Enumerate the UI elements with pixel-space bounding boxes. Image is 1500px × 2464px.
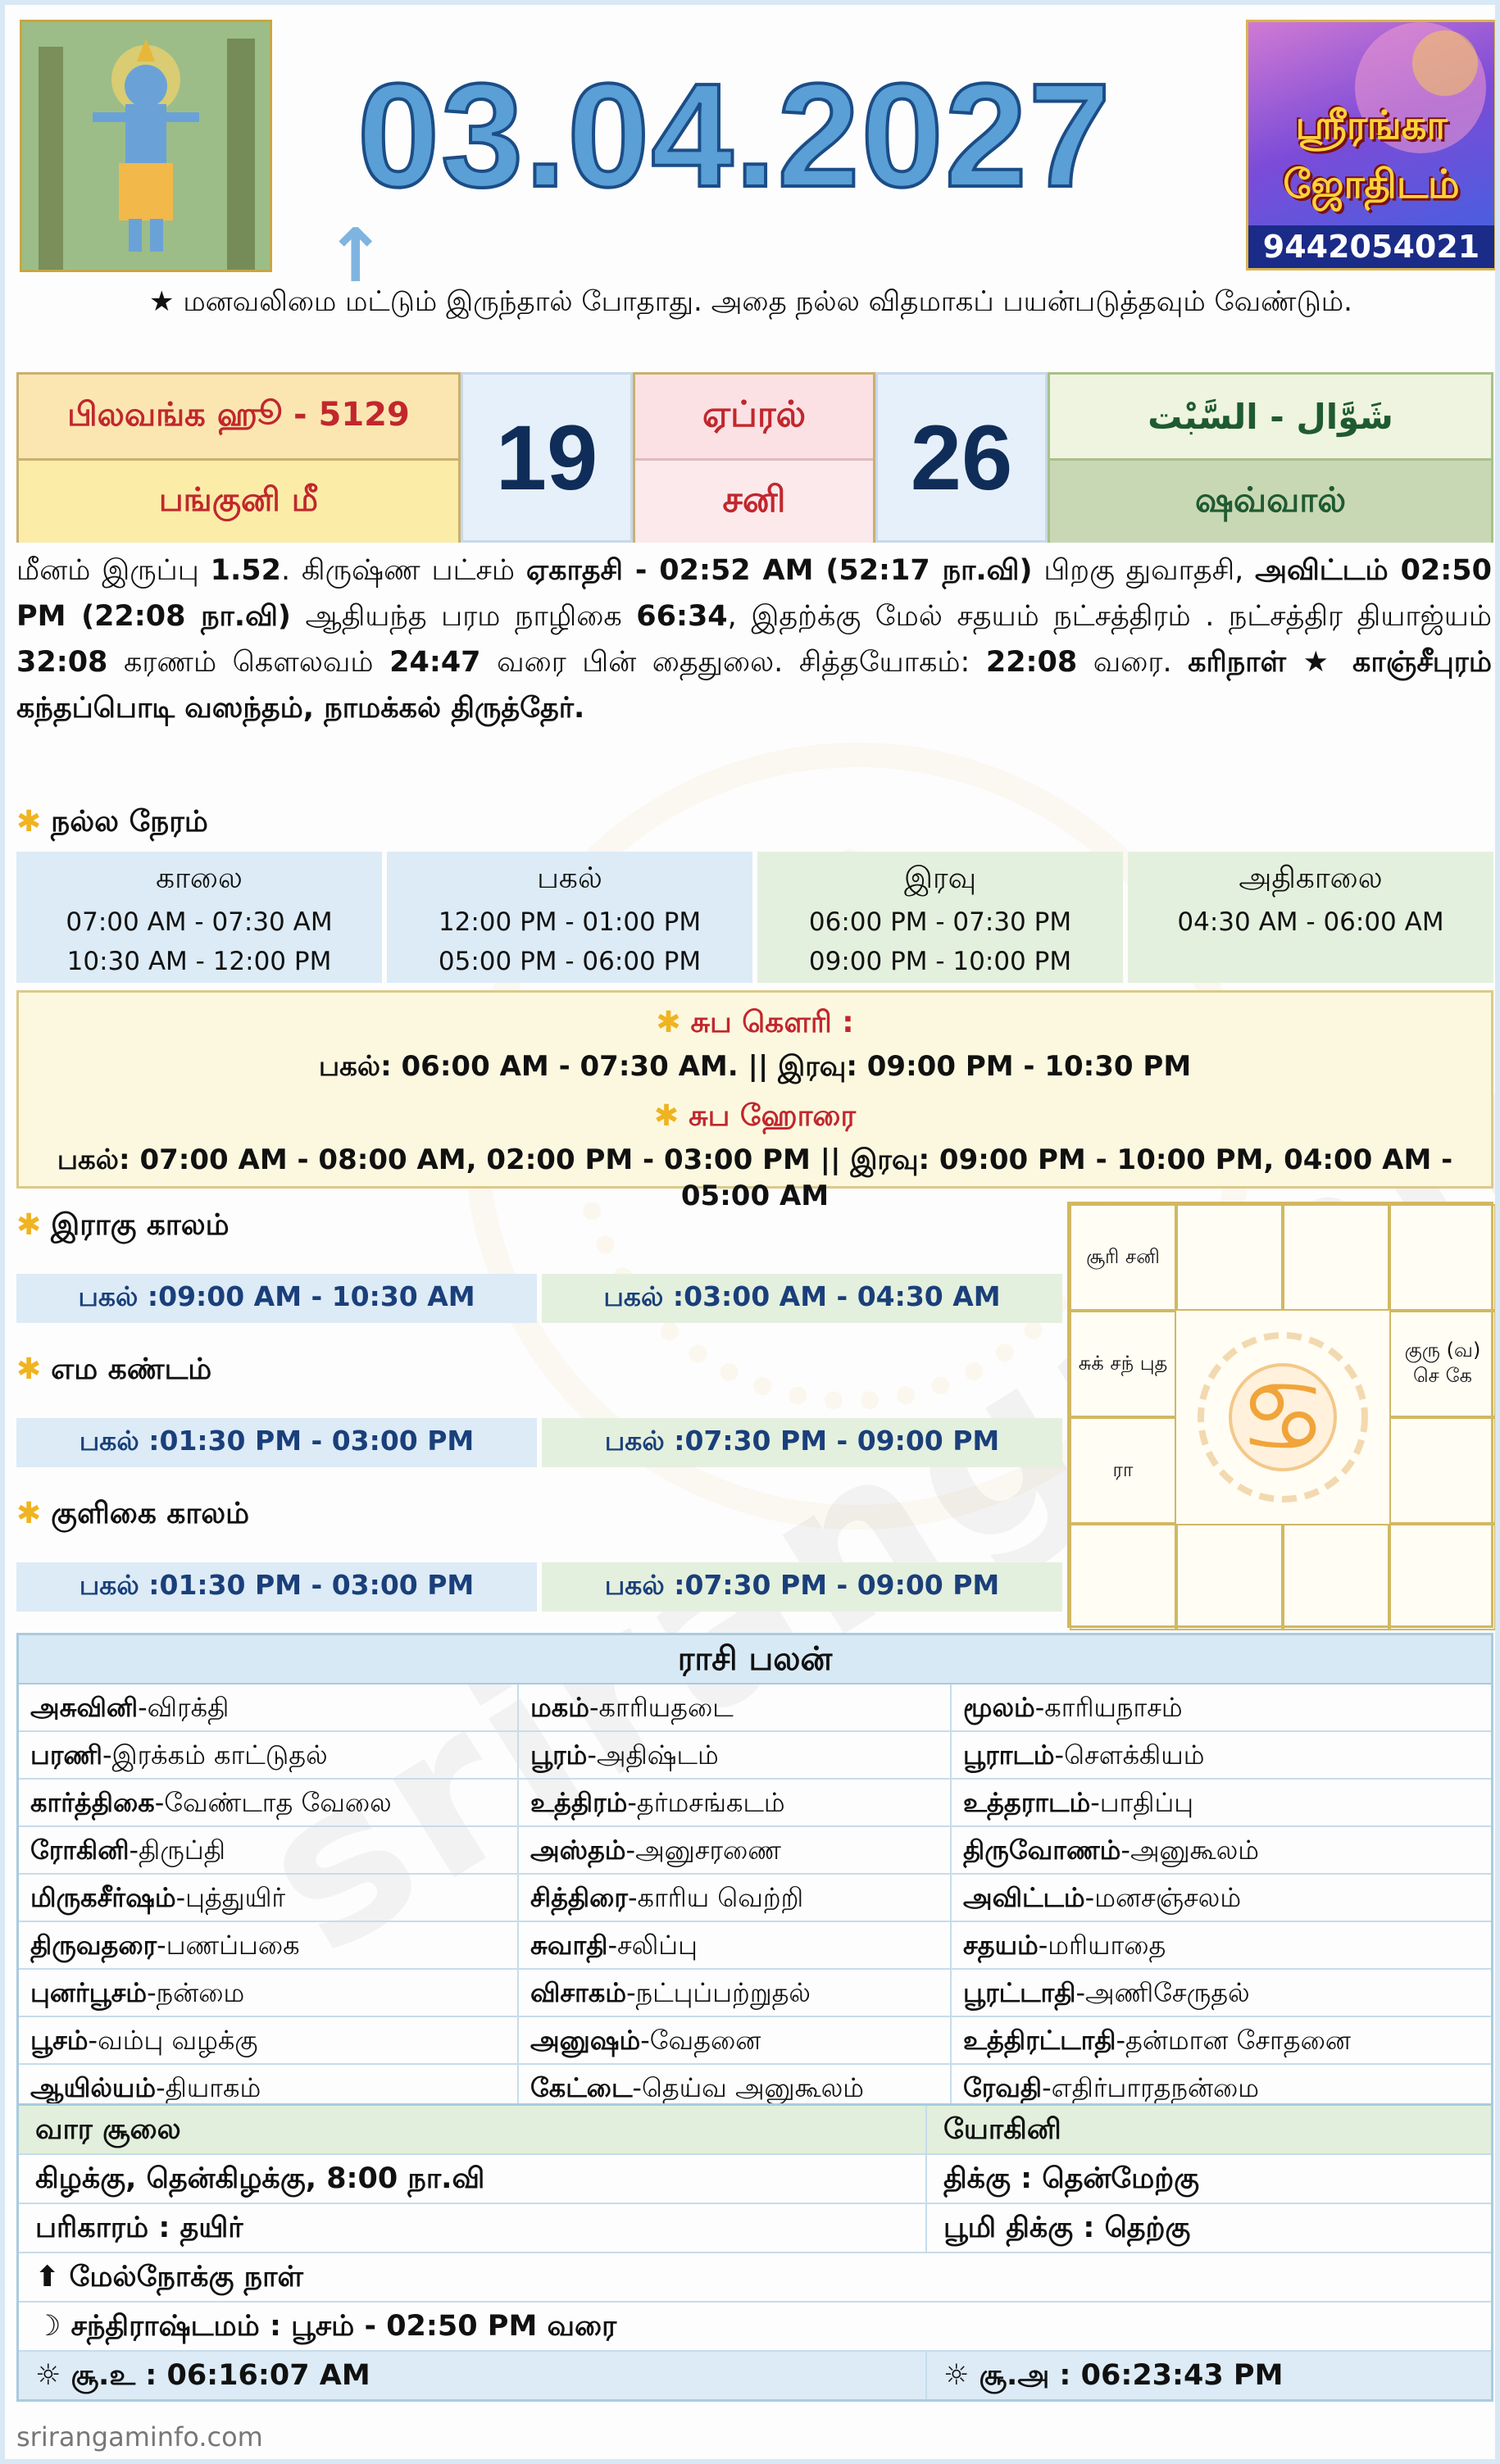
table-row bbox=[19, 2303, 1491, 2352]
rasi-palan-title: ராசி பலன் bbox=[19, 1635, 1491, 1684]
rasi-palan-cell: பூசம்-வம்பு வழக்கு bbox=[19, 2017, 519, 2063]
tamil-year: பிலவங்க ஹூ - 5129 bbox=[19, 375, 458, 461]
rasi-palan-cell: மிருகசீர்ஷம்-புத்துயிர் bbox=[19, 1875, 519, 1921]
english-month: ஏப்ரல் bbox=[635, 375, 873, 461]
rasi-palan-cell: கேட்டை-தெய்வ அனுகூலம் bbox=[519, 2065, 952, 2111]
hijri-month: ஷவ்வால் bbox=[1050, 461, 1491, 543]
up-arrow-icon: ↑ bbox=[325, 213, 387, 299]
rahu-kalam-row: பகல் :09:00 AM - 10:30 AM பகல் :03:00 AM - 04:30 AM bbox=[16, 1274, 1062, 1323]
nalla-neram-night: இரவு 06:00 PM - 07:30 PM 09:00 PM - 10:00 PM bbox=[757, 852, 1123, 983]
star-icon: ✱ bbox=[656, 1006, 681, 1039]
sunset: ☼ சூ.அ : 06:23:43 PM bbox=[943, 2359, 1284, 2392]
chandrashtamam: ☽ சந்திராஷ்டமம் : பூசம் - 02:50 PM வரை bbox=[35, 2310, 617, 2343]
table-row bbox=[19, 2352, 1491, 2399]
tamil-year-panel bbox=[16, 372, 461, 543]
footer-site-name: srirangaminfo.com bbox=[16, 2421, 263, 2453]
rasi-palan-cell: சித்திரை-காரிய வெற்றி bbox=[519, 1875, 952, 1921]
parikaram: பரிகாரம் : தயிர் bbox=[19, 2204, 927, 2252]
rahu-kalam-title: ✱ இராகு காலம் bbox=[16, 1208, 230, 1242]
hijri-day-number: 26 bbox=[875, 372, 1048, 543]
rasi-palan-cell: ஆயில்யம்-தியாகம் bbox=[19, 2065, 519, 2111]
yogini-dikku: திக்கு : தென்மேற்கு bbox=[943, 2162, 1200, 2195]
rasi-palan-cell: ரேவதி-எதிர்பாரதநன்மை bbox=[963, 2072, 1260, 2103]
kattam-cell: குரு (வ) செ கே bbox=[1389, 1311, 1496, 1417]
gowri-title: ✱ சுப கௌரி : bbox=[656, 1006, 854, 1039]
tamil-day-number: 19 bbox=[461, 372, 633, 543]
date-heading: 03.04.2027 bbox=[357, 53, 1112, 218]
rasi-palan-cell: சுவாதி-சலிப்பு bbox=[519, 1922, 952, 1968]
rasi-palan-cell: பரணி-இரக்கம் காட்டுதல் bbox=[19, 1732, 519, 1778]
table-row bbox=[19, 1875, 1491, 1922]
table-row bbox=[19, 1684, 1491, 1732]
table-row bbox=[19, 2204, 1491, 2253]
nalla-neram-early-morning: அதிகாலை 04:30 AM - 06:00 AM bbox=[1128, 852, 1493, 983]
rasi-palan-cell: திருவோணம்-அனுகூலம் bbox=[963, 1834, 1260, 1866]
ema-kandam-title: ✱ எம கண்டம் bbox=[16, 1352, 212, 1386]
rasi-palan-cell: பூரட்டாதி-அணிசேருதல் bbox=[963, 1977, 1250, 2008]
star-icon: ✱ bbox=[16, 805, 42, 839]
rasi-palan-cell: சதயம்-மரியாதை bbox=[963, 1930, 1166, 1961]
rasi-palan-cell: பூராடம்-சௌக்கியம் bbox=[963, 1739, 1205, 1771]
star-icon: ✱ bbox=[653, 1099, 680, 1133]
nalla-neram-day: பகல் 12:00 PM - 01:00 PM 05:00 PM - 06:00 PM bbox=[387, 852, 752, 983]
table-row bbox=[19, 2106, 1491, 2155]
rasi-palan-cell: பூரம்-அதிஷ்டம் bbox=[519, 1732, 952, 1778]
kattam-cell: சூரி சனி bbox=[1070, 1204, 1176, 1311]
rasi-palan-cell: உத்தராடம்-பாதிப்பு bbox=[963, 1787, 1194, 1818]
rasi-palan-cell: அஸ்தம்-அனுசரணை bbox=[519, 1827, 952, 1873]
table-row bbox=[19, 1732, 1491, 1780]
kattam-cell bbox=[1389, 1204, 1496, 1311]
kattam-cell bbox=[1389, 1524, 1496, 1630]
hora-title: ✱ சுப ஹோரை bbox=[653, 1099, 857, 1133]
gowri-value: பகல்: 06:00 AM - 07:30 AM. || இரவு: 09:00 PM - 10:30 PM bbox=[318, 1050, 1192, 1083]
panchang-details: மீனம் இருப்பு 1.52. கிருஷ்ண பட்சம் ஏகாதசி - 02:52 AM (52:17 நா.வி) பிறகு துவாதசி, அவிட்டம் 02:50 PM (22:08 நா.வி) ஆதியந்த பரம நாழிகை 66:34, இதற்க்கு மேல் சதயம் நட்சத்திரம் . நட்சத்திர தியாஜ்யம் 32:08 கரணம் கௌலவம் 24:47 வரை பின் தைதுலை. சித்தயோகம்: 22:08 வரை. கரிநாள் ★ காஞ்சீபுரம் கந்தப்பொடி வஸந்தம், நாமக்கல் திருத்தேர். bbox=[16, 554, 1492, 725]
kattam-cell bbox=[1283, 1524, 1389, 1630]
boomi-dikku: பூமி திக்கு : தெற்கு bbox=[943, 2212, 1191, 2244]
rasi-palan-cell: புனர்பூசம்-நன்மை bbox=[19, 1970, 519, 2016]
rasi-palan-cell: அவிட்டம்-மனசஞ்சலம் bbox=[963, 1882, 1242, 1913]
soolai-value: கிழக்கு, தென்கிழக்கு, 8:00 நா.வி bbox=[19, 2155, 927, 2203]
table-row bbox=[19, 2253, 1491, 2303]
kattam-center bbox=[1176, 1311, 1389, 1524]
ema-kandam-row: பகல் :01:30 PM - 03:00 PM பகல் :07:30 PM - 09:00 PM bbox=[16, 1418, 1062, 1467]
rasi-palan-cell: ரோகினி-திருப்தி bbox=[19, 1827, 519, 1873]
hijri-arabic: شَوَّال - السَّبْت bbox=[1050, 375, 1491, 461]
nalla-neram-grid bbox=[16, 852, 1493, 983]
rasi-palan-cell: அசுவினி-விரக்தி bbox=[19, 1684, 519, 1730]
rasi-palan-cell: மூலம்-காரியநாசம் bbox=[963, 1692, 1183, 1723]
hora-value: பகல்: 07:00 AM - 08:00 AM, 02:00 PM - 03:00 PM || இரவு: 09:00 PM - 10:00 PM, 04:00 AM - 05:00 AM bbox=[57, 1143, 1453, 1212]
logo-phone: 9442054021 bbox=[1248, 225, 1494, 268]
kattam-cell bbox=[1070, 1524, 1176, 1630]
kuligai-row: பகல் :01:30 PM - 03:00 PM பகல் :07:30 PM - 09:00 PM bbox=[16, 1562, 1062, 1612]
english-month-panel bbox=[633, 372, 875, 543]
table-row bbox=[19, 1970, 1491, 2017]
rasi-kattam-chart bbox=[1067, 1202, 1493, 1628]
kattam-cell: ரா bbox=[1070, 1417, 1176, 1524]
kattam-cell bbox=[1283, 1204, 1389, 1311]
nokku-naal: ⬆ மேல்நோக்கு நாள் bbox=[35, 2261, 303, 2294]
kattam-cell bbox=[1176, 1524, 1283, 1630]
logo: ஸ்ரீரங்கா ஜோதிடம் 9442054021 bbox=[1246, 20, 1497, 270]
vaara-soolai-label: வார சூலை bbox=[19, 2106, 927, 2153]
nalla-neram-morning: காலை 07:00 AM - 07:30 AM 10:30 AM - 12:00 PM bbox=[16, 852, 382, 983]
sunrise: ☼ சூ.உ : 06:16:07 AM bbox=[19, 2352, 927, 2399]
rasi-palan-cell: மகம்-காரியதடை bbox=[519, 1684, 952, 1730]
kattam-cell: சுக் சந் புத bbox=[1070, 1311, 1176, 1417]
weekday: சனி bbox=[635, 461, 873, 543]
hijri-panel bbox=[1048, 372, 1493, 543]
cancer-sign-icon: ♋ bbox=[1239, 1360, 1327, 1475]
yogini-label: யோகினி bbox=[943, 2113, 1061, 2146]
star-icon: ✱ bbox=[16, 1208, 42, 1242]
table-row bbox=[19, 1780, 1491, 1827]
daily-quote: ★ மனவலிமை மட்டும் இருந்தால் போதாது. அதை நல்ல விதமாகப் பயன்படுத்தவும் வேண்டும். bbox=[149, 285, 1352, 318]
star-icon: ✱ bbox=[16, 1352, 42, 1386]
rasi-palan-cell: அனுஷம்-வேதனை bbox=[519, 2017, 952, 2063]
kuligai-title: ✱ குளிகை காலம் bbox=[16, 1497, 250, 1530]
kattam-cell bbox=[1389, 1417, 1496, 1524]
bottom-info-table bbox=[16, 2103, 1493, 2402]
table-row bbox=[19, 2017, 1491, 2065]
deity-image bbox=[20, 20, 272, 272]
table-row bbox=[19, 1827, 1491, 1875]
gowri-hora-box bbox=[16, 990, 1493, 1212]
star-icon: ✱ bbox=[16, 1497, 42, 1530]
nalla-neram-title: ✱ நல்ல நேரம் bbox=[16, 805, 208, 839]
tamil-month: பங்குனி மீ bbox=[19, 461, 458, 543]
table-row bbox=[19, 2155, 1491, 2204]
rasi-palan-cell: திருவதரை-பணப்பகை bbox=[19, 1922, 519, 1968]
rasi-palan-cell: விசாகம்-நட்புப்பற்றுதல் bbox=[519, 1970, 952, 2016]
table-row bbox=[19, 1922, 1491, 1970]
rasi-palan-cell: கார்த்திகை-வேண்டாத வேலை bbox=[19, 1780, 519, 1825]
rasi-palan-cell: உத்திரட்டாதி-தன்மான சோதனை bbox=[963, 2025, 1351, 2056]
rasi-palan-cell: உத்திரம்-தர்மசங்கடம் bbox=[519, 1780, 952, 1825]
rasi-palan-table bbox=[16, 1633, 1493, 2113]
kattam-cell bbox=[1176, 1204, 1283, 1311]
